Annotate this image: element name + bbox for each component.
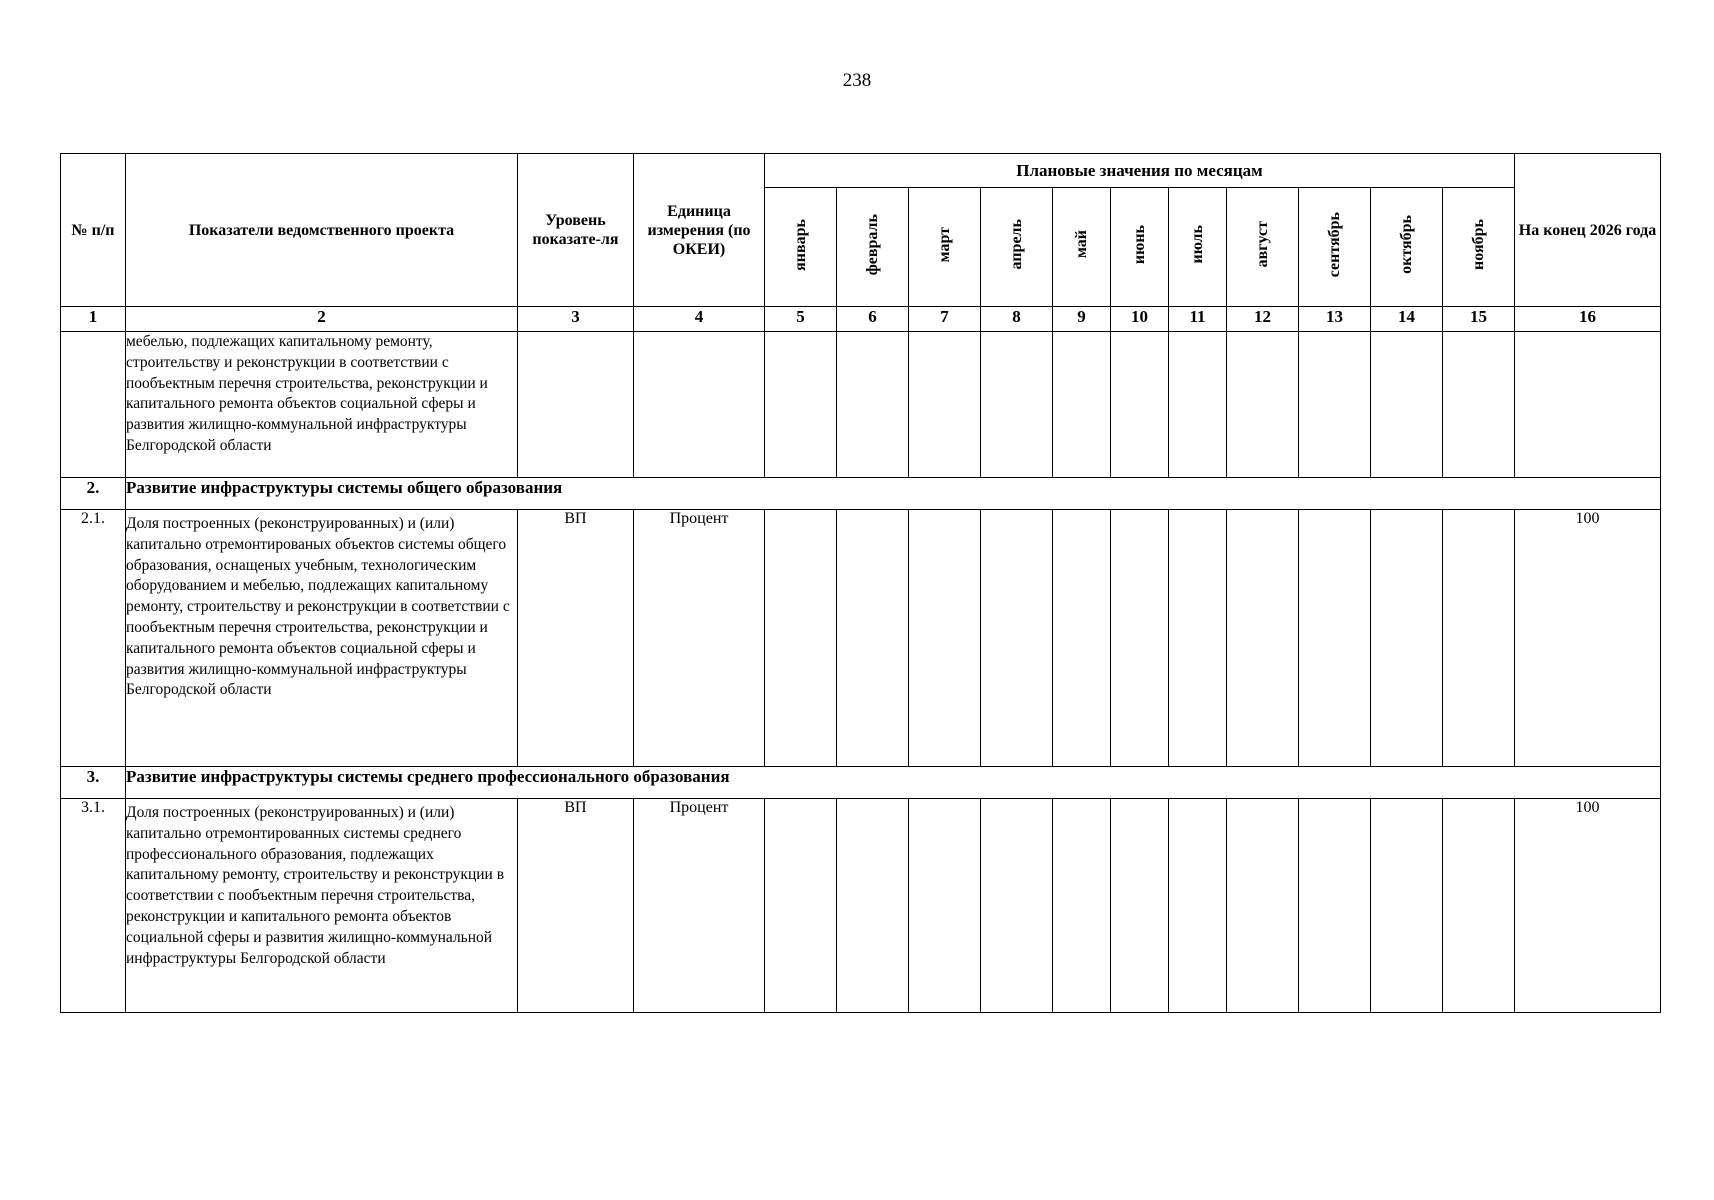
month-header: сентябрь (1299, 188, 1371, 307)
column-number: 7 (909, 307, 981, 332)
month-header: октябрь (1371, 188, 1443, 307)
header-indicator: Показатели ведомственного проекта (126, 154, 518, 307)
month-header: январь (765, 188, 837, 307)
end-of-year-value: 100 (1515, 799, 1661, 1013)
month-header: ноябрь (1443, 188, 1515, 307)
indicator-text: Доля построенных (реконструированных) и (или) капитально отремонтированых объектов системы общего образования, оснащеных учебным, технологическим оборудованием и мебелью, подлежащих капитальному ремонту, строительству и реконструкции в соответствии с пообъектным перечня строительства, реконструкции и капитального ремонта объектов социальной сферы и развития жилищно-коммунальной инфраструктуры Белгородской области (126, 510, 518, 767)
indicator-level: ВП (518, 510, 634, 767)
column-number: 6 (837, 307, 909, 332)
table-row (61, 799, 1661, 1013)
month-header: апрель (981, 188, 1053, 307)
month-header: март (909, 188, 981, 307)
header-end-of-year: На конец 2026 года (1515, 154, 1661, 307)
section-title: Развитие инфраструктуры системы среднего профессионального образования (126, 767, 1661, 799)
month-header: август (1227, 188, 1299, 307)
row-num: 2.1. (61, 510, 126, 767)
month-header: июнь (1111, 188, 1169, 307)
indicators-table (60, 153, 1661, 1013)
page-number: 238 (842, 70, 872, 91)
month-header: май (1053, 188, 1111, 307)
column-number: 11 (1169, 307, 1227, 332)
column-number-row (61, 307, 1661, 332)
header-plan-title: Плановые значения по месяцам (765, 154, 1515, 188)
header-level: Уровень показате-ля (518, 154, 634, 307)
column-number: 3 (518, 307, 634, 332)
indicator-unit: Процент (634, 510, 765, 767)
header-unit: Единица измерения (по ОКЕИ) (634, 154, 765, 307)
column-number: 10 (1111, 307, 1169, 332)
column-number: 16 (1515, 307, 1661, 332)
section-num: 3. (61, 767, 126, 799)
column-number: 9 (1053, 307, 1111, 332)
indicator-text: мебелью, подлежащих капитальному ремонту, строительству и реконструкции в соответствии с пообъектным перечня строительства, реконструкции и капитального ремонта объектов социальной сферы и развития жилищно-коммунальной инфраструктуры Белгородской области (126, 332, 518, 478)
column-number: 2 (126, 307, 518, 332)
column-number: 13 (1299, 307, 1371, 332)
column-number: 14 (1371, 307, 1443, 332)
section-row (61, 767, 1661, 799)
section-row (61, 478, 1661, 510)
column-number: 8 (981, 307, 1053, 332)
section-num: 2. (61, 478, 126, 510)
month-header: февраль (837, 188, 909, 307)
column-number: 15 (1443, 307, 1515, 332)
header-num: № п/п (61, 154, 126, 307)
column-number: 12 (1227, 307, 1299, 332)
indicator-unit: Процент (634, 799, 765, 1013)
row-num: 3.1. (61, 799, 126, 1013)
indicator-text: Доля построенных (реконструированных) и (или) капитально отремонтированных системы среднего профессионального образования, подлежащих капитальному ремонту, строительству и реконструкции в соответствии с пообъектным перечня строительства, реконструкции и капитального ремонта объектов социальной сферы и развития жилищно-коммунальной инфраструктуры Белгородской области (126, 799, 518, 1013)
column-number: 5 (765, 307, 837, 332)
column-number: 4 (634, 307, 765, 332)
section-title: Развитие инфраструктуры системы общего образования (126, 478, 1661, 510)
end-of-year-value: 100 (1515, 510, 1661, 767)
column-number: 1 (61, 307, 126, 332)
table-row-continuation (61, 332, 1661, 478)
table-row (61, 510, 1661, 767)
indicator-level: ВП (518, 799, 634, 1013)
month-header: июль (1169, 188, 1227, 307)
